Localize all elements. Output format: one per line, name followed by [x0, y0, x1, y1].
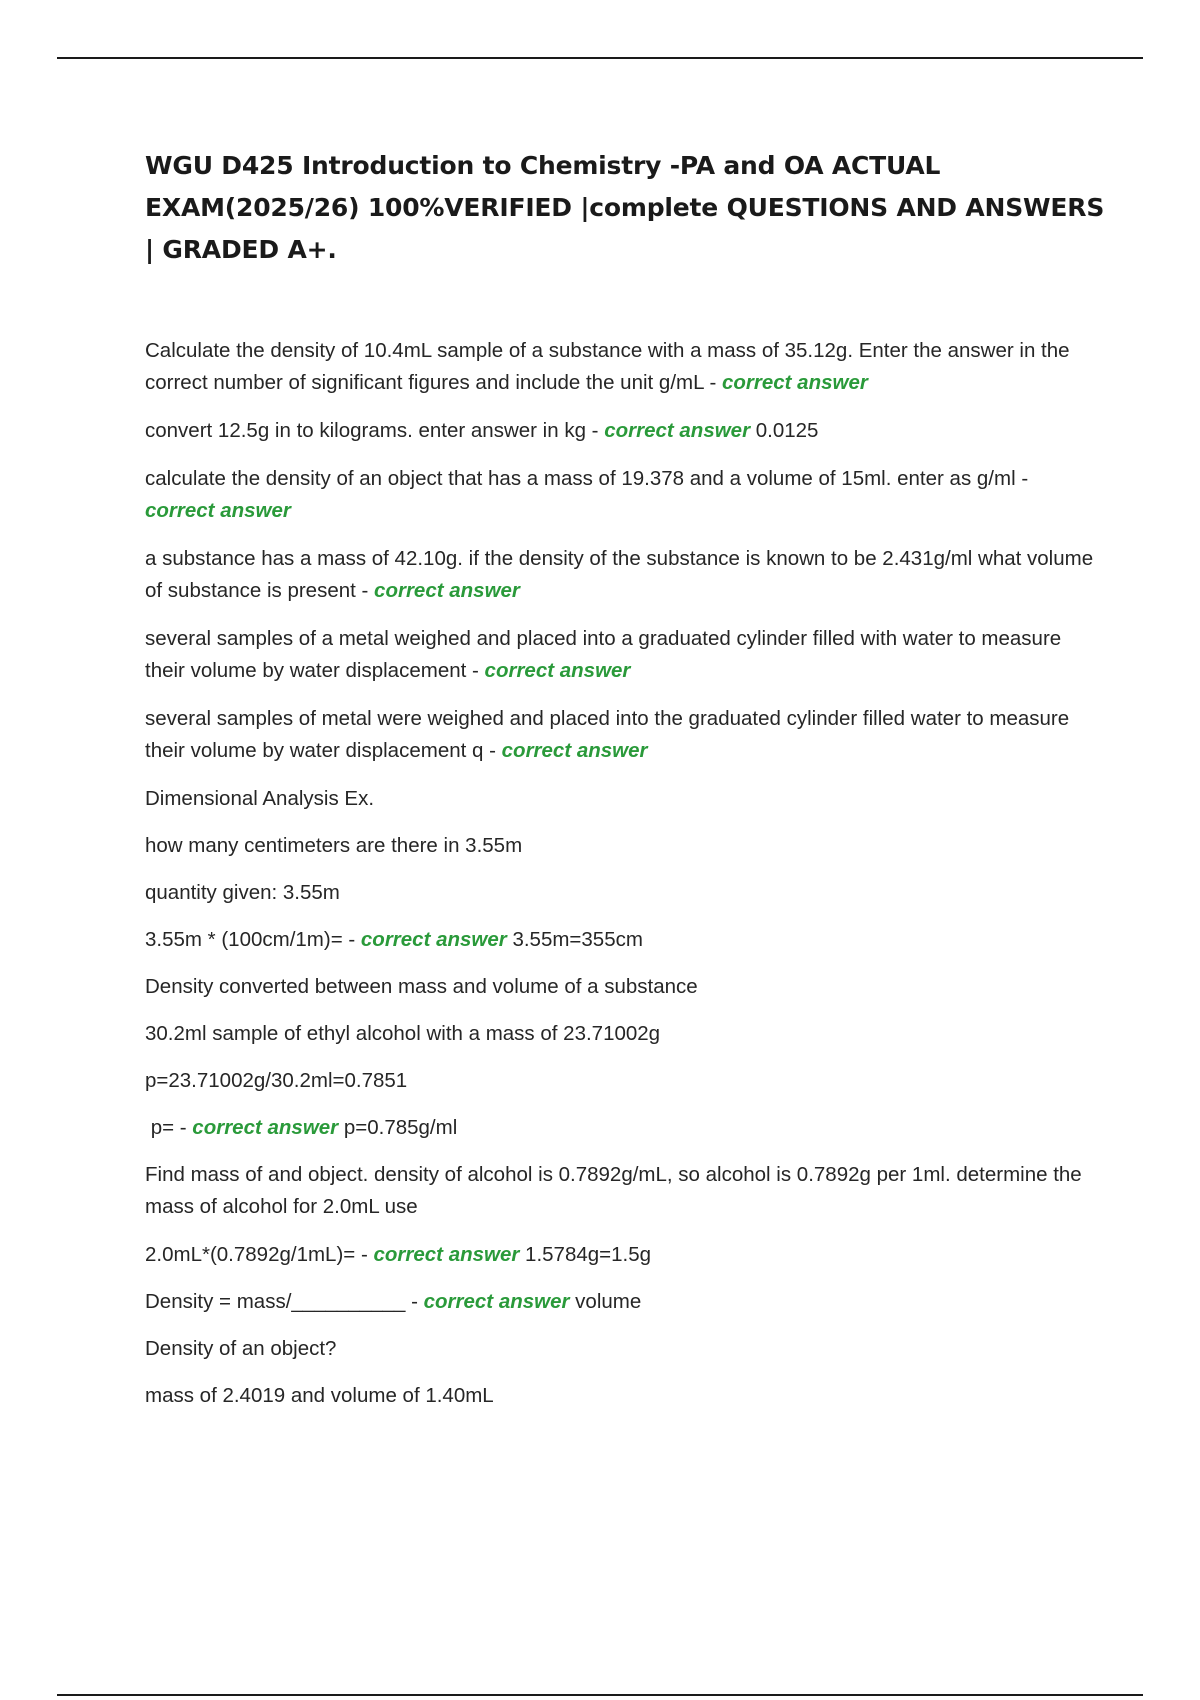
text-line: how many centimeters are there in 3.55m [145, 834, 523, 857]
qa-item [145, 415, 1100, 447]
question-text: Calculate the density of 10.4mL sample of a substance with a mass of 35.12g. Enter the answer in the correct number of significant figures and include the unit g/mL [145, 339, 1070, 394]
text-line: quantity given: 3.55m [145, 881, 340, 904]
footer-rule [57, 1694, 1143, 1696]
text-line: Density converted between mass and volume of a substance [145, 975, 698, 998]
separator: - [585, 419, 605, 442]
separator: - [466, 659, 485, 682]
answer-text: p=0.785g/ml [338, 1116, 458, 1139]
question-text: several samples of metal were weighed and placed into the graduated cylinder filled water to measure their volume by water displacement q [145, 707, 1070, 762]
answer-label: correct answer [721, 371, 868, 394]
qa-item [145, 543, 1100, 607]
qa-list [145, 335, 1100, 1427]
text-line: Dimensional Analysis Ex. [145, 787, 375, 810]
answer-label: correct answer [145, 499, 291, 522]
question-text: Density = mass/__________ [145, 1290, 406, 1313]
document-title: WGU D425 Introduction to Chemistry -PA and OA ACTUAL EXAM(2025/26) 100%VERIFIED |complete QUESTIONS AND ANSWERS | GRADED A+. [145, 151, 1105, 264]
qa-item [145, 703, 1100, 767]
answer-text: 1.5784g=1.5g [519, 1243, 652, 1266]
qa-item [145, 924, 1100, 956]
question-text: convert 12.5g in to kilograms. enter answer in kg [145, 419, 586, 442]
answer-label: correct answer [374, 579, 520, 602]
separator: - [174, 1116, 193, 1139]
question-text: p= [145, 1116, 175, 1139]
qa-item [145, 623, 1100, 687]
answer-label: correct answer [423, 1290, 570, 1313]
question-text: a substance has a mass of 42.10g. if the density of the substance is known to be 2.431g/ml what volume of substance is present [145, 547, 1094, 602]
question-text: several samples of a metal weighed and placed into a graduated cylinder filled with water to measure their volume by water displacement [145, 627, 1062, 682]
separator: - [1015, 467, 1029, 490]
separator: - [483, 739, 502, 762]
qa-item [145, 335, 1100, 399]
answer-label: correct answer [501, 739, 648, 762]
text-line: 30.2ml sample of ethyl alcohol with a mass of 23.71002g [145, 1022, 661, 1045]
text-line: mass of 2.4019 and volume of 1.40mL [145, 1384, 494, 1407]
answer-text: 3.55m=355cm [506, 928, 643, 951]
answer-label: correct answer [373, 1243, 520, 1266]
text-line: p=23.71002g/30.2ml=0.7851 [145, 1069, 408, 1092]
answer-label: correct answer [192, 1116, 339, 1139]
text-line: Find mass of and object. density of alcohol is 0.7892g/mL, so alcohol is 0.7892g per 1ml. determine the mass of alcohol for 2.0mL use [145, 1163, 1082, 1218]
separator: - [405, 1290, 424, 1313]
question-text: calculate the density of an object that has a mass of 19.378 and a volume of 15ml. enter as g/ml [145, 467, 1016, 490]
separator: - [342, 928, 361, 951]
answer-label: correct answer [604, 419, 751, 442]
question-text: 3.55m * (100cm/1m)= [145, 928, 343, 951]
answer-text: volume [569, 1290, 642, 1313]
separator: - [355, 1243, 374, 1266]
qa-item [145, 1286, 1100, 1318]
qa-item [145, 1112, 1100, 1144]
question-text: 2.0mL*(0.7892g/1mL)= [145, 1243, 356, 1266]
answer-label: correct answer [484, 659, 631, 682]
separator: - [703, 371, 722, 394]
header-rule [57, 57, 1143, 59]
qa-item [145, 463, 1100, 527]
separator: - [355, 579, 375, 602]
qa-item [145, 1239, 1100, 1271]
text-line: Density of an object? [145, 1337, 337, 1360]
answer-label: correct answer [360, 928, 507, 951]
answer-text: 0.0125 [750, 419, 819, 442]
